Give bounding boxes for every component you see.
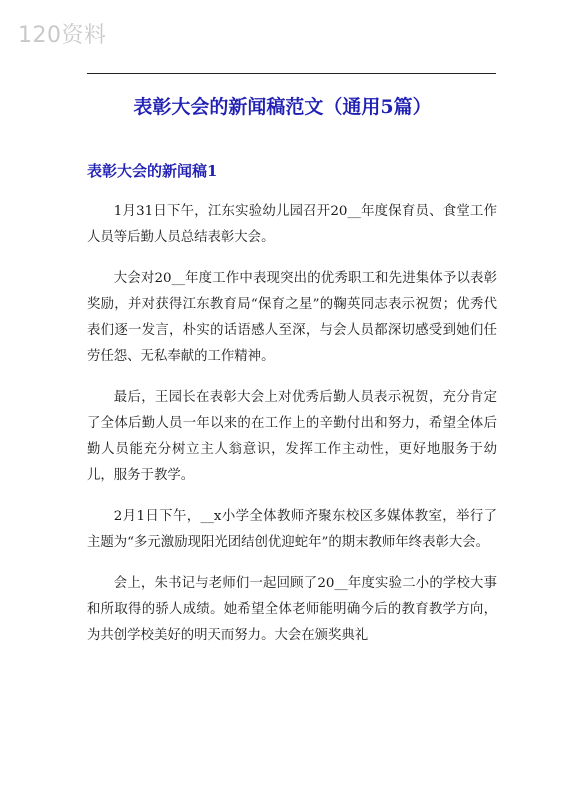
top-divider (87, 73, 496, 74)
article-body (87, 199, 497, 664)
paragraph: 最后，王园长在表彰大会上对优秀后勤人员表示祝贺，充分肯定了全体后勤人员一年以来的在工作上的辛勤付出和努力，希望全体后勤人员能充分树立主人翁意识，发挥工作主动性，更好地服务于幼儿，服务于教学。 (87, 390, 497, 483)
paragraph: 1月31日下午，江东实验幼儿园召开20__年度保育员、食堂工作人员等后勤人员总结表彰大会。 (87, 204, 497, 245)
paragraph: 会上，朱书记与老师们一起回顾了20__年度实验二小的学校大事和所取得的骄人成绩。她希望全体老师能明确今后的教育教学方向，为共创学校美好的明天而努力。大会在颁奖典礼 (87, 576, 497, 643)
document-title: 表彰大会的新闻稿范文（通用5篇） (133, 96, 432, 118)
paragraph: 2月1日下午，__x小学全体教师齐聚东校区多媒体教室，举行了主题为“多元激励现阳光团结创优迎蛇年”的期末教师年终表彰大会。 (87, 509, 497, 550)
section-heading: 表彰大会的新闻稿1 (87, 162, 218, 180)
watermark: 120资料 (18, 23, 107, 48)
paragraph: 大会对20__年度工作中表现突出的优秀职工和先进集体予以表彰奖励，并对获得江东教育局“保育之星”的鞠英同志表示祝贺；优秀代表们逐一发言，朴实的话语感人至深，与会人员都深切感受到她们任劳任怨、无私奉献的工作精神。 (87, 271, 497, 364)
